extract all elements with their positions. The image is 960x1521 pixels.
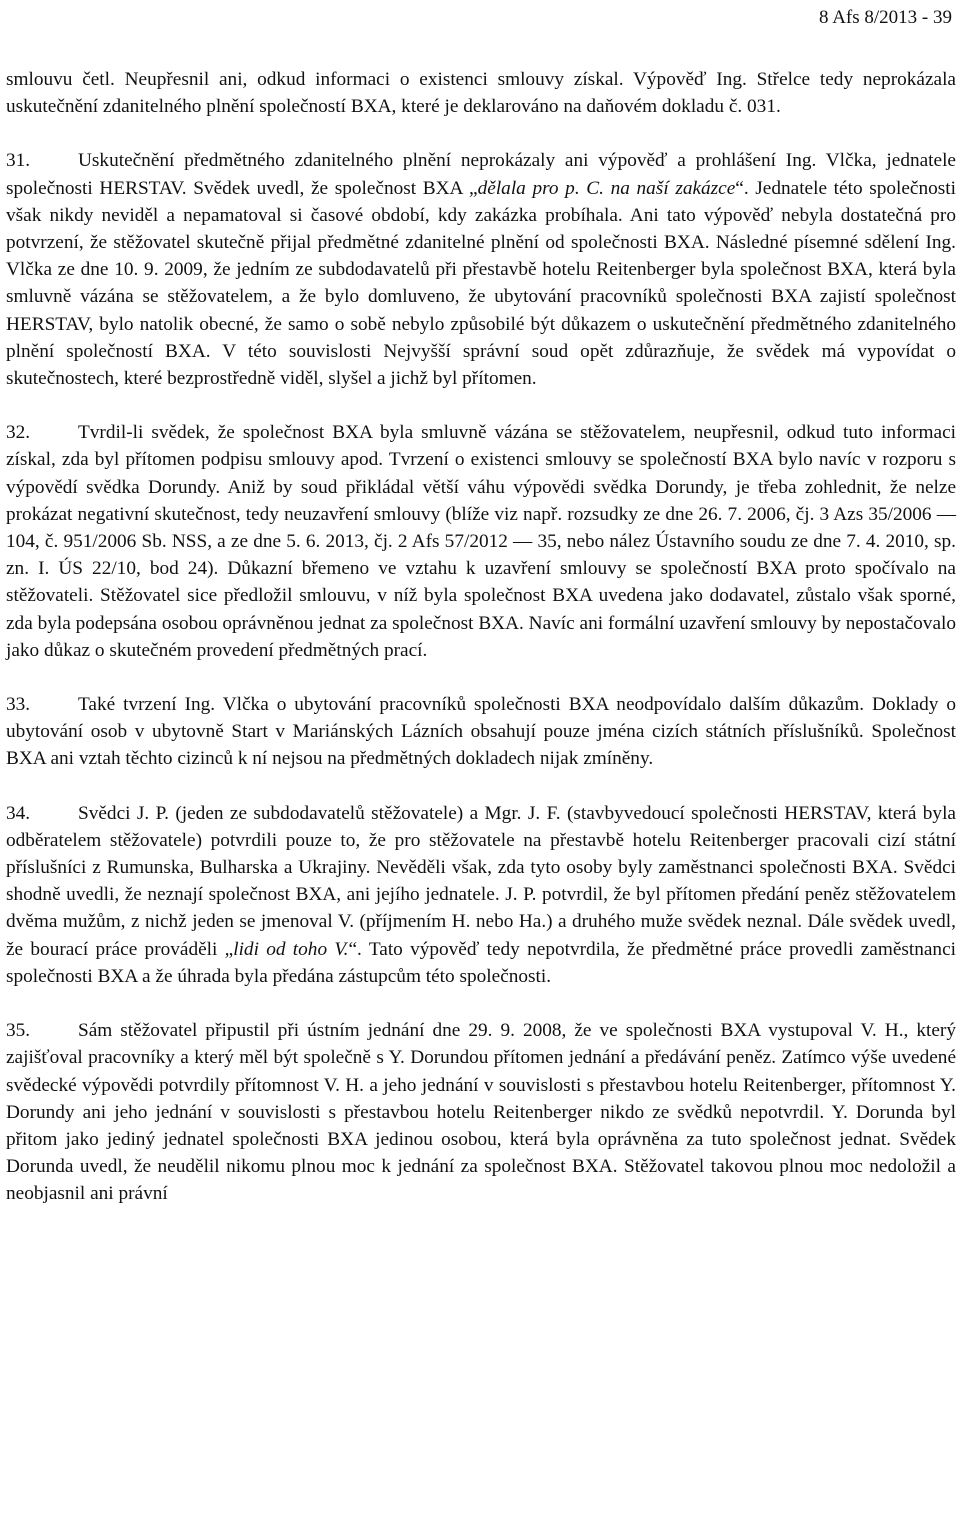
paragraph-text: Uskutečnění předmětného zdanitelného plnění neprokázaly ani výpověď a prohlášení Ing. Vlčka, jednatele společnosti HERSTAV. Svědek uvedl, že společnost BXA „ — [6, 150, 956, 199]
document-body — [6, 66, 956, 1208]
paragraph-33 — [6, 691, 956, 773]
paragraph-31 — [6, 147, 956, 392]
quoted-testimony: dělala pro p. C. na naší zakázce — [477, 177, 736, 199]
paragraph-text: “. Tato výpověď tedy nepotvrdila, že předmětné práce provedli zaměstnanci společnosti BXA a že úhrada byla předána zástupcům této společnosti. — [6, 938, 956, 987]
paragraph-text: Tvrdil-li svědek, že společnost BXA byla smluvně vázána se stěžovatelem, neupřesnil, odkud tuto informaci získal, zda byl přítomen podpisu smlouvy apod. Tvrzení o existenci smlouvy se společností BXA bylo navíc v rozporu s výpovědí svědka Dorundy. Aniž by soud přikládal větší váhu výpovědi svědka Dorundy, je třeba zohlednit, že nelze prokázat negativní skutečnost, tedy neuzavření smlouvy (blíže viz např. rozsudky ze dne 26. 7. 2006, čj. 3 Azs 35/2006 — 104, č. 951/2006 Sb. NSS, a ze dne 5. 6. 2013, čj. 2 Afs 57/2012 — 35, nebo nález Ústavního soudu ze dne 7. 4. 2010, sp. zn. I. ÚS 22/10, bod 24). Důkazní břemeno ve vztahu k uzavření smlouvy se společností BXA proto spočívalo na stěžovateli. Stěžovatel sice předložil smlouvu, v níž byla společnost BXA uvedena jako dodavatel, zůstalo však sporné, zda byla podepsána osobou oprávněnou jednat za společnost BXA. Navíc ani formální uzavření smlouvy by nepostačovalo jako důkaz o skutečném provedení předmětných prací. — [6, 422, 956, 661]
quoted-testimony: lidi od toho V. — [233, 938, 349, 960]
page-header-reference: 8 Afs 8/2013 - 39 — [819, 7, 952, 28]
paragraph-number: 31. — [6, 150, 31, 172]
paragraph-32 — [6, 419, 956, 664]
paragraph-number: 35. — [6, 1020, 31, 1042]
paragraph-number: 32. — [6, 422, 31, 444]
paragraph-number: 34. — [6, 802, 31, 824]
paragraph-34 — [6, 800, 956, 990]
paragraph-text: Svědci J. P. (jeden ze subdodavatelů stěžovatele) a Mgr. J. F. (stavbyvedoucí společnosti HERSTAV, která byla odběratelem stěžovatele) potvrdili pouze to, že pro stěžovatele na přestavbě hotelu Reitenberger pracovali cizí státní příslušníci z Rumunska, Bulharska a Ukrajiny. Nevěděli však, zda tyto osoby byly zaměstnanci společnosti BXA. Svědci shodně uvedli, že neznají společnost BXA, ani jejího jednatele. J. P. potvrdil, že byl přítomen předání peněz stěžovatelem dvěma mužům, z nichž jeden se jmenoval V. (příjmením H. nebo Ha.) a druhého muže svědek neznal. Dále svědek uvedl, že bourací práce prováděli „ — [6, 802, 956, 960]
paragraph-text: Sám stěžovatel připustil při ústním jednání dne 29. 9. 2008, že ve společnosti BXA vystupoval V. H., který zajišťoval pracovníky a který měl být společně s Y. Dorundou přítomen jednání a předávání peněz. Zatímco výše uvedené svědecké výpovědi potvrdily přítomnost V. H. a jeho jednání v souvislosti s přestavbou hotelu Reitenberger, přítomnost Y. Dorundy ani jeho jednání v souvislosti s přestavbou hotelu Reitenberger nikdo ze svědků nepotvrdil. Y. Dorunda byl přitom jako jediný jednatel společnosti BXA jedinou osobou, která byla oprávněna za tuto společnost jednat. Svědek Dorunda uvedl, že neudělil nikomu plnou moc k jednání za společnost BXA. Stěžovatel takovou plnou moc nedoložil a neobjasnil ani právní — [6, 1020, 956, 1205]
paragraph-continuation — [6, 66, 956, 120]
paragraph-number: 33. — [6, 694, 31, 716]
paragraph-text: smlouvu četl. Neupřesnil ani, odkud informaci o existenci smlouvy získal. Výpověď Ing. Střelce tedy neprokázala uskutečnění zdanitelného plnění společností BXA, které je deklarováno na daňovém dokladu č. 031. — [6, 69, 956, 118]
paragraph-text: “. Jednatele této společnosti však nikdy neviděl a nepamatoval si časové období, kdy zakázka probíhala. Ani tato výpověď nebyla dostatečná pro potvrzení, že stěžovatel skutečně přijal předmětné zdanitelné plnění od společnosti BXA. Následné písemné sdělení Ing. Vlčka ze dne 10. 9. 2009, že jedním ze subdodavatelů při přestavbě hotelu Reitenberger byla společnost BXA, která byla smluvně vázána se stěžovatelem, a že bylo domluveno, že ubytování pracovníků společnosti BXA zajistí společnost HERSTAV, bylo natolik obecné, že samo o sobě nebylo způsobilé být důkazem o uskutečnění předmětného zdanitelného plnění společností BXA. V této souvislosti Nejvyšší správní soud opět zdůrazňuje, že svědek má vypovídat o skutečnostech, které bezprostředně viděl, slyšel a jichž byl přítomen. — [6, 177, 956, 390]
paragraph-35 — [6, 1017, 956, 1207]
paragraph-text: Také tvrzení Ing. Vlčka o ubytování pracovníků společnosti BXA neodpovídalo dalším důkazům. Doklady o ubytování osob v ubytovně Start v Mariánských Lázních obsahují pouze jména cizích státních příslušníků. Společnost BXA ani vztah těchto cizinců k ní nejsou na předmětných dokladech nijak zmíněny. — [6, 694, 956, 770]
